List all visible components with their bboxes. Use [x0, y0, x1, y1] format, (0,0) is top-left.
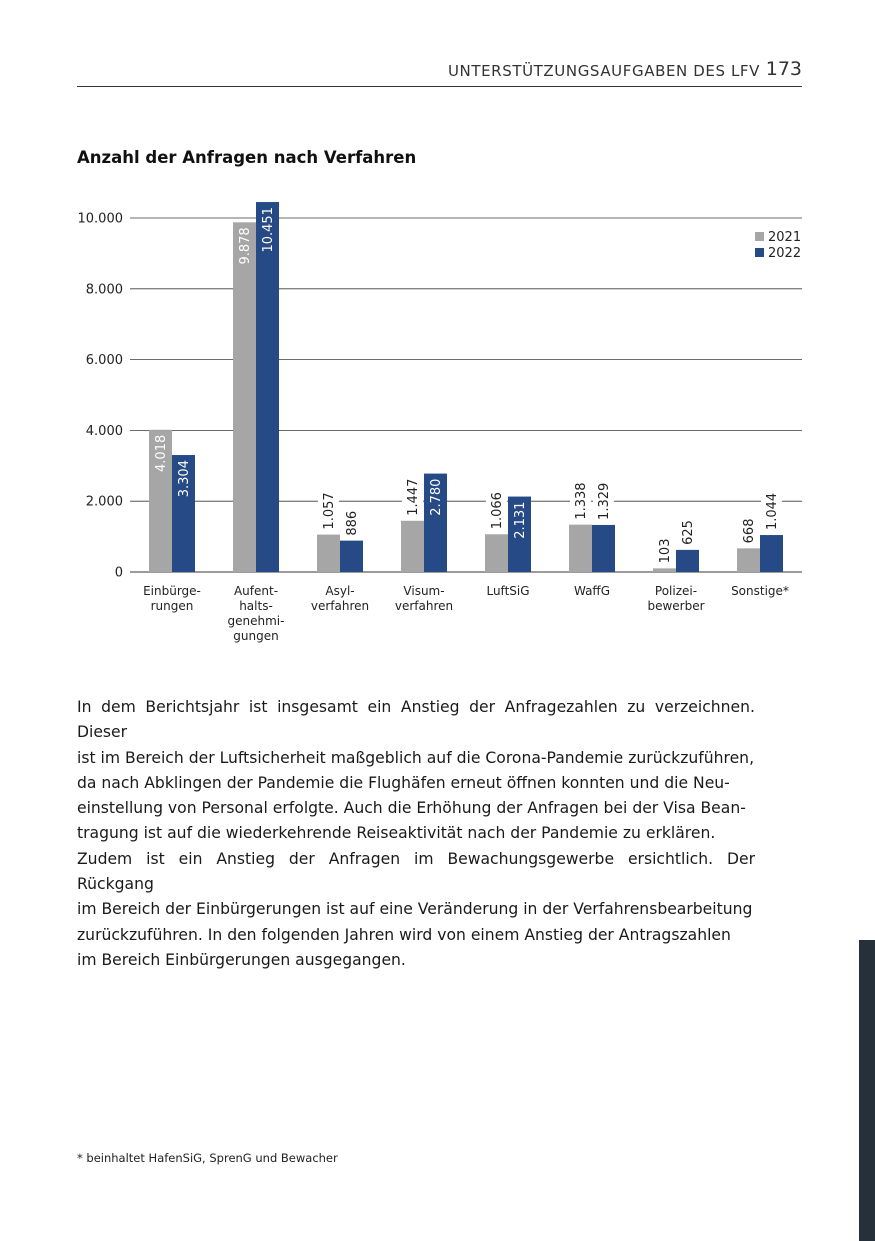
x-category-label-line: halts- — [239, 599, 273, 613]
bar-value-label: 10.451 — [261, 207, 276, 253]
bar-value-label: 3.304 — [177, 460, 192, 498]
bar-value-label: 1.066 — [490, 492, 505, 530]
bar-2021 — [401, 521, 424, 572]
x-category-label — [731, 584, 789, 598]
chart-title: Anzahl der Anfragen nach Verfahren — [77, 148, 417, 167]
bar-2022 — [760, 535, 783, 572]
body-line: In dem Berichtsjahr ist insgesamt ein Anstieg der Anfragezahlen zu verzeichnen. Dieser — [77, 698, 755, 742]
body-line: zurückzuführen. In den folgenden Jahren wird von einem Anstieg der Antragszahlen — [77, 925, 731, 944]
bar-2021 — [653, 568, 676, 572]
x-category-label-line: verfahren — [310, 599, 370, 613]
body-paragraph — [77, 695, 755, 973]
bar-2021 — [317, 535, 340, 572]
body-line: einstellung von Personal erfolgte. Auch die Erhöhung der Anfragen bei der Visa Bean- — [77, 799, 746, 818]
x-category-label-line: genehmi- — [227, 614, 285, 628]
legend-label: 2022 — [768, 246, 802, 261]
legend-swatch-2021 — [755, 232, 764, 241]
bar-value-label: 668 — [742, 518, 757, 544]
x-category-label — [395, 584, 453, 613]
bar-2022 — [592, 525, 615, 572]
bar-value-label: 886 — [345, 510, 360, 536]
page-number: 173 — [765, 58, 802, 80]
x-category-label — [311, 584, 369, 613]
x-category-label — [574, 584, 610, 598]
bar-value-label: 103 — [658, 538, 673, 564]
legend-label: 2021 — [768, 230, 802, 245]
x-category-label-line: gungen — [233, 629, 279, 643]
x-category-label-line: Asyl- — [325, 584, 355, 598]
bar-2021 — [233, 222, 256, 572]
bar-value-label: 1.057 — [322, 492, 337, 530]
x-category-label-line: Aufent- — [233, 584, 279, 598]
x-category-label-line: bewerber — [647, 599, 705, 613]
bar-value-label: 2.131 — [513, 501, 528, 539]
x-category-label-line: rungen — [150, 599, 194, 613]
y-tick-label: 10.000 — [77, 211, 123, 227]
body-line: ist im Bereich der Luftsicherheit maßgeblich auf die Corona-Pandemie zurückzuführen, — [77, 748, 755, 767]
y-tick-label: 6.000 — [85, 353, 123, 369]
bar-value-label: 9.878 — [238, 227, 253, 265]
x-category-label-line: verfahren — [394, 599, 454, 613]
bar-value-label: 4.018 — [154, 434, 169, 472]
bar-value-label: 1.329 — [597, 482, 612, 520]
y-tick-label: 4.000 — [85, 423, 123, 439]
bar-value-label: 1.338 — [574, 482, 589, 520]
y-tick-label: 2.000 — [85, 494, 123, 510]
bar-value-label: 1.447 — [406, 478, 421, 516]
body-line: Zudem ist ein Anstieg der Anfragen im Bewachungsgewerbe ersichtlich. Der Rückgang — [77, 849, 755, 894]
body-line: da nach Abklingen der Pandemie die Flughäfen erneut öffnen konnten und die Neu- — [77, 773, 730, 792]
bar-2022 — [340, 541, 363, 572]
x-category-label — [228, 584, 285, 643]
bar-2021 — [569, 525, 592, 572]
x-category-label-line: Einbürge- — [143, 584, 201, 598]
bar-value-label: 1.044 — [765, 492, 780, 531]
x-category-label-line: Polizei- — [654, 584, 698, 598]
x-category-label-line: WaffG — [573, 584, 611, 598]
legend-swatch-2022 — [755, 248, 764, 257]
bar-2022 — [676, 550, 699, 572]
body-line: im Bereich Einbürgerungen ausgegangen. — [77, 950, 406, 969]
x-category-label-line: Sonstige* — [731, 584, 789, 598]
x-category-label-line: LuftSiG — [486, 584, 530, 598]
body-line: im Bereich der Einbürgerungen ist auf eine Veränderung in der Verfahrensbearbeitung — [77, 900, 753, 919]
body-line: tragung ist auf die wiederkehrende Reiseaktivität nach der Pandemie zu erklären. — [77, 824, 716, 843]
bar-2022 — [256, 202, 279, 572]
bar-2021 — [737, 548, 760, 572]
bar-value-label: 2.780 — [429, 478, 444, 516]
chapter-side-tab — [859, 940, 875, 1241]
bar-value-label: 625 — [681, 520, 696, 545]
x-category-label — [486, 584, 529, 598]
footnote: * beinhaltet HafenSiG, SprenG und Bewacher — [77, 1151, 338, 1165]
x-category-label-line: Visum- — [403, 584, 445, 598]
y-tick-label: 0 — [114, 565, 123, 581]
x-category-label — [143, 584, 201, 613]
bar-2021 — [485, 534, 508, 572]
x-category-label — [647, 584, 704, 613]
y-tick-label: 8.000 — [85, 282, 123, 298]
running-header-title: UNTERSTÜTZUNGSAUFGABEN DES LFV — [447, 62, 760, 80]
